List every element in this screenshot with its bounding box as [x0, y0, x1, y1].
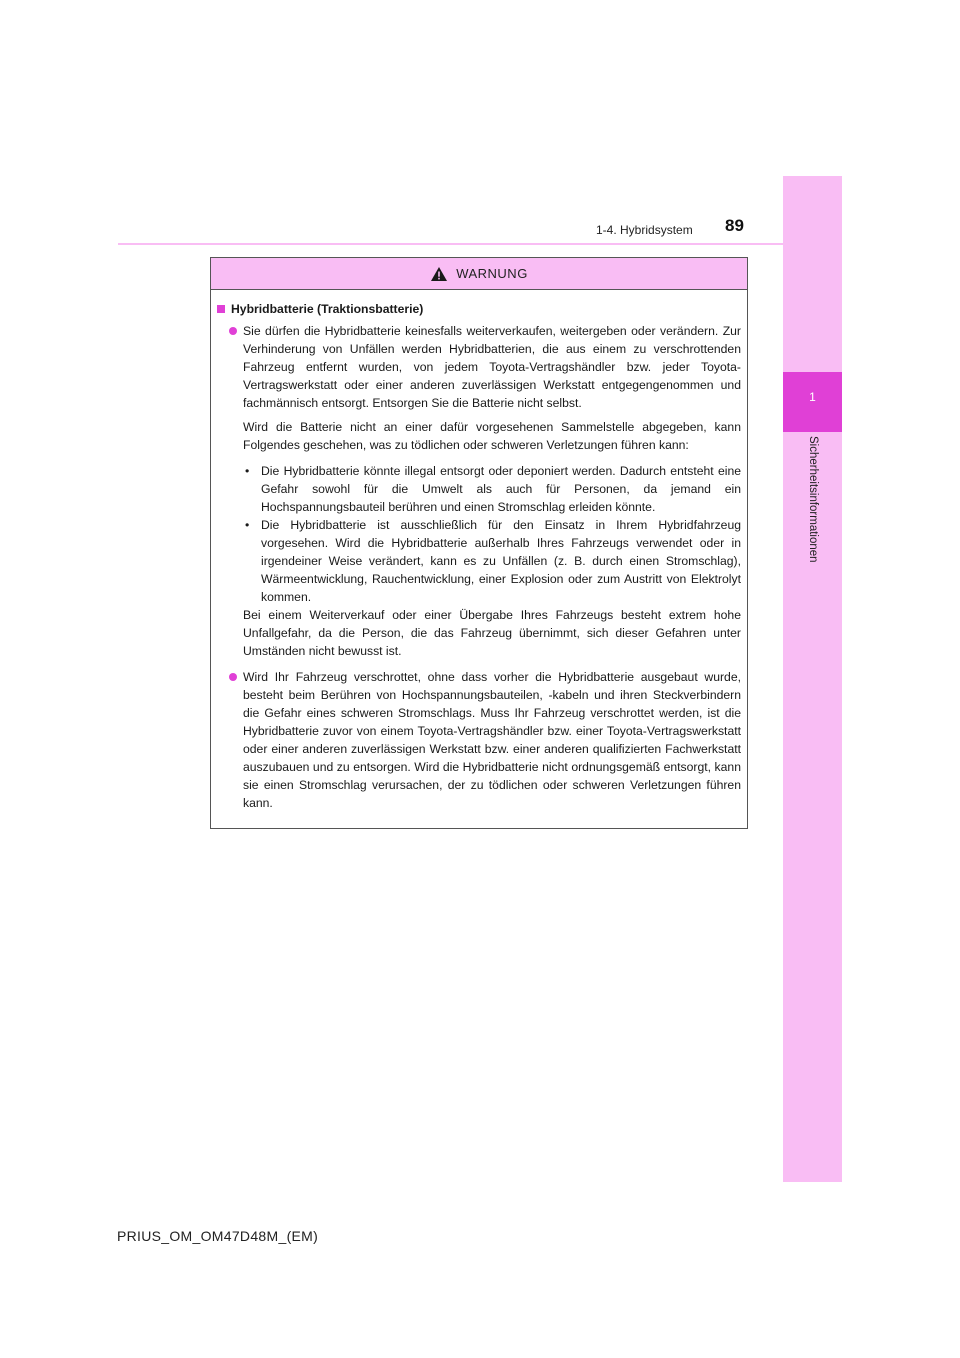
header-rule — [118, 243, 842, 245]
chapter-side-tab — [783, 176, 842, 1182]
sub-item-text: Die Hybridbatterie könnte illegal entsorgt oder deponiert werden. Dadurch entsteht eine Gefahr sowohl für die Umwelt als auch für Personen, da jemand ein Hochspannungsbauteil berühren und einen Stromschlag erleiden könnte. — [261, 464, 741, 514]
subheading-text: Hybridbatterie (Traktionsbatterie) — [231, 302, 424, 316]
paragraph: Bei einem Weiterverkauf oder einer Übergabe Ihres Fahrzeugs besteht extrem hohe Unfallgefahr, da die Person, die das Fahrzeug übernimmt, sich dieser Gefahren unter Umständen nicht bewusst ist. — [243, 608, 741, 658]
chapter-label: Sicherheitsinformationen — [807, 436, 819, 563]
document-id: PRIUS_OM_OM47D48M_(EM) — [117, 1228, 319, 1244]
bullet-text: Sie dürfen die Hybridbatterie keinesfalls weiterverkaufen, weitergeben oder verändern. Zur Verhinderung von Unfällen werden Hybridbatterien, die aus einem zu verschrottenden Fahrzeug entfernt wurden, von jedem Toyota-Vertragshändler bzw. jeder Toyota-Vertragswerkstatt oder einer anderen zuverlässigen Werkstatt entgegengenommen und fachmännisch entsorgt. Entsorgen Sie die Batterie nicht selbst. — [243, 324, 741, 410]
chapter-number: 1 — [809, 390, 816, 404]
sub-bullet-mark: • — [245, 464, 250, 478]
sub-bullet-mark: • — [245, 518, 250, 532]
warning-header — [211, 258, 747, 290]
list-item — [217, 668, 741, 812]
warning-triangle-icon — [430, 266, 448, 282]
sub-item-text: Die Hybridbatterie ist ausschließlich für den Einsatz in Ihrem Hybridfahrzeug vorgesehen. Wird die Hybridbatterie außerhalb Ihres Fahrzeugs verwendet oder in irgendeiner Weise verändert, kann es zu Unfällen (z. B. durch einen Stromschlag), Wärmeentwicklung, Rauchentwicklung, einer Explosion oder zum Austritt von Elektrolyt kommen. — [261, 518, 741, 604]
sub-list-item — [217, 462, 741, 516]
bullet-text: Wird Ihr Fahrzeug verschrottet, ohne dass vorher die Hybridbatterie ausgebaut wurde, besteht beim Berühren von Hochspannungsbauteilen, -kabeln und ihren Steckverbindern die Gefahr eines schweren Stromschlags. Muss Ihr Fahrzeug verschrottet werden, ist die Hybridbatterie zuvor von einem Toyota-Vertragshändler bzw. einer Toyota-Vertragswerkstatt oder einer anderen zuverlässigen Werkstatt bzw. einer anderen qualifizierten Fachwerkstatt auszubauen und zu entsorgen. Wird die Hybridbatterie nicht ordnungsgemäß entsorgt, kann sie einen Stromschlag verursachen, der zu tödlichen oder schweren Verletzungen führen kann. — [243, 670, 741, 810]
warning-title: WARNUNG — [456, 266, 528, 281]
dot-bullet-icon — [229, 673, 237, 681]
warning-subheading — [217, 300, 741, 318]
warning-box — [210, 257, 748, 829]
square-bullet-icon — [217, 305, 225, 313]
section-title: 1-4. Hybridsystem — [596, 223, 693, 237]
page-number: 89 — [725, 216, 744, 235]
paragraph: Wird die Batterie nicht an einer dafür vorgesehenen Sammelstelle abgegeben, kann Folgendes geschehen, was zu tödlichen oder schweren Verletzungen führen kann: — [243, 420, 741, 452]
sub-list-item — [217, 516, 741, 606]
list-item — [217, 322, 741, 412]
dot-bullet-icon — [229, 327, 237, 335]
warning-body — [211, 290, 747, 812]
